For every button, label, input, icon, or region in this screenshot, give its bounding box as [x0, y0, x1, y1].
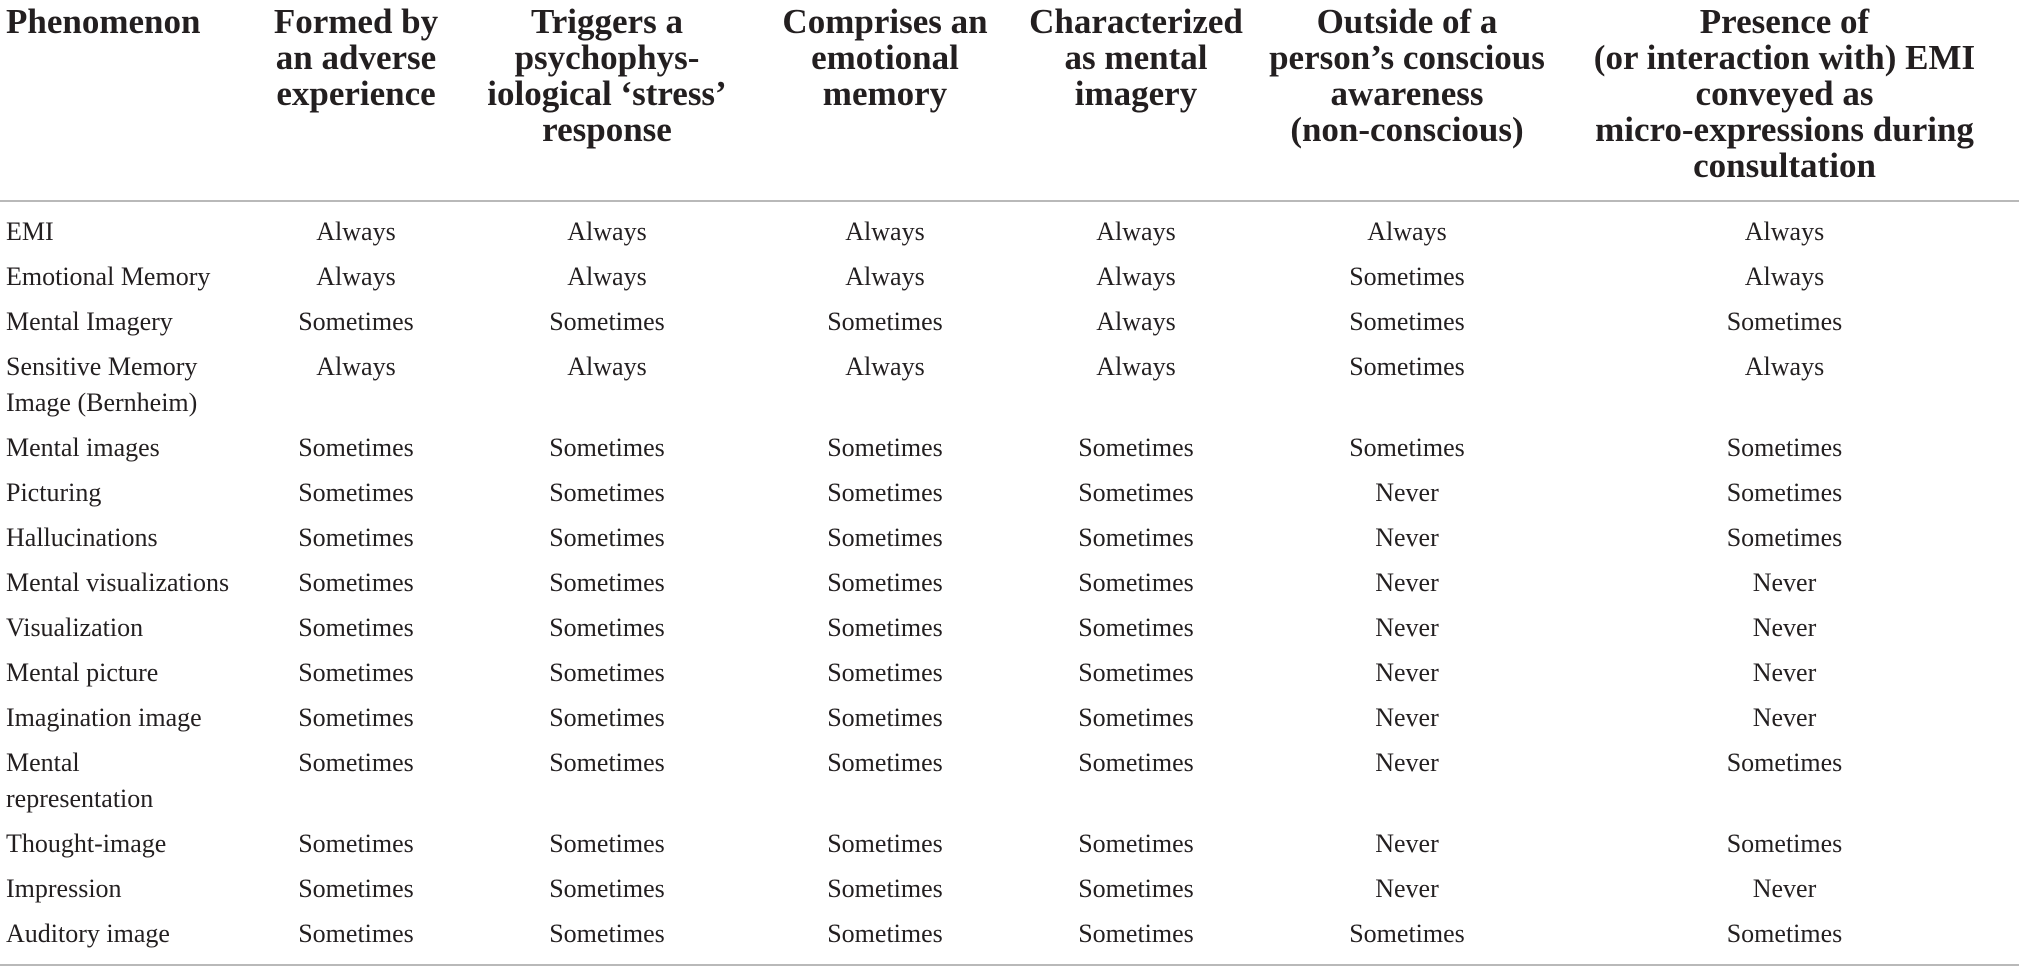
value-cell: Always: [1744, 262, 1825, 291]
phenomenon-cell: Mental visualizations: [6, 568, 230, 597]
value-cell: Always: [316, 352, 396, 381]
value-cell: Sometimes: [298, 433, 414, 462]
value-cell: Sometimes: [1349, 262, 1465, 291]
value-cell: Sometimes: [260, 916, 452, 965]
value-cell: Sometimes: [1349, 352, 1465, 381]
value-cell: Sometimes: [298, 829, 414, 858]
value-cell: Always: [845, 352, 925, 381]
value-cell: Sometimes: [549, 478, 665, 507]
phenomenon-cell: Mental representation: [6, 748, 154, 813]
value-cell: Sometimes: [298, 874, 414, 903]
value-cell: Sometimes: [1008, 916, 1264, 965]
column-header-2: Triggers a psychophys- iological ‘stress’ response: [452, 0, 762, 201]
value-cell: Sometimes: [549, 748, 665, 777]
value-cell: Sometimes: [1550, 916, 2019, 965]
table-row: [0, 201, 2019, 259]
value-cell: Sometimes: [549, 874, 665, 903]
value-cell: Sometimes: [827, 478, 943, 507]
value-cell: Sometimes: [1349, 433, 1465, 462]
table-row: [0, 655, 2019, 700]
value-cell: Sometimes: [549, 703, 665, 732]
value-cell: Sometimes: [1726, 307, 1843, 336]
value-cell: Always: [1096, 352, 1176, 381]
phenomenon-cell: Thought-image: [6, 829, 167, 858]
value-cell: Always: [316, 262, 396, 291]
value-cell: Sometimes: [827, 874, 943, 903]
value-cell: Never: [1752, 613, 1817, 642]
value-cell: Sometimes: [298, 703, 414, 732]
value-cell: Never: [1375, 478, 1439, 507]
phenomenon-cell: EMI: [6, 217, 54, 246]
table-row: [0, 610, 2019, 655]
value-cell: Always: [845, 217, 925, 246]
table-row: [0, 826, 2019, 871]
value-cell: Sometimes: [1078, 613, 1194, 642]
value-cell: Sometimes: [549, 307, 665, 336]
phenomenon-cell: Impression: [6, 874, 122, 903]
value-cell: Sometimes: [549, 829, 665, 858]
value-cell: Sometimes: [827, 523, 943, 552]
phenomenon-cell: Mental Imagery: [6, 307, 173, 336]
value-cell: Never: [1375, 613, 1439, 642]
value-cell: Sometimes: [298, 307, 414, 336]
value-cell: Always: [1096, 262, 1176, 291]
value-cell: Sometimes: [298, 613, 414, 642]
value-cell: Never: [1375, 829, 1439, 858]
value-cell: Sometimes: [1078, 478, 1194, 507]
value-cell: Always: [845, 262, 925, 291]
value-cell: Sometimes: [1349, 307, 1465, 336]
value-cell: Sometimes: [1726, 748, 1843, 777]
table-row: [0, 259, 2019, 304]
value-cell: Sometimes: [549, 568, 665, 597]
value-cell: Never: [1375, 568, 1439, 597]
value-cell: Sometimes: [827, 307, 943, 336]
value-cell: Sometimes: [1078, 433, 1194, 462]
phenomenon-cell: Hallucinations: [6, 523, 158, 552]
value-cell: Sometimes: [452, 916, 762, 965]
value-cell: Sometimes: [762, 916, 1008, 965]
column-header-5: Outside of a person’s conscious awareness (non-conscious): [1264, 0, 1550, 201]
value-cell: Sometimes: [298, 523, 414, 552]
value-cell: Always: [316, 217, 396, 246]
value-cell: Sometimes: [549, 523, 665, 552]
value-cell: Sometimes: [1078, 523, 1194, 552]
value-cell: Sometimes: [1726, 829, 1843, 858]
value-cell: Sometimes: [1726, 478, 1843, 507]
value-cell: Never: [1375, 703, 1439, 732]
value-cell: Never: [1752, 658, 1817, 687]
value-cell: Sometimes: [1078, 703, 1194, 732]
value-cell: Sometimes: [827, 829, 943, 858]
phenomenon-cell: Sensitive Memory Image (Bernheim): [6, 352, 198, 417]
value-cell: Sometimes: [549, 433, 665, 462]
value-cell: Sometimes: [827, 433, 943, 462]
value-cell: Always: [567, 217, 647, 246]
value-cell: Sometimes: [298, 568, 414, 597]
phenomenon-cell: Emotional Memory: [6, 262, 211, 291]
phenomenon-cell: Mental picture: [6, 658, 159, 687]
table-row: [0, 565, 2019, 610]
column-header-3: Comprises an emotional memory: [762, 0, 1008, 201]
table-body: [0, 201, 2019, 965]
value-cell: Always: [567, 352, 647, 381]
value-cell: Never: [1375, 748, 1439, 777]
phenomenon-cell: Picturing: [6, 478, 102, 507]
value-cell: Sometimes: [1726, 433, 1843, 462]
value-cell: Never: [1375, 874, 1439, 903]
table-row: [0, 916, 2019, 965]
value-cell: Always: [567, 262, 647, 291]
value-cell: Sometimes: [827, 613, 943, 642]
table-row: [0, 871, 2019, 916]
value-cell: Always: [1367, 217, 1447, 246]
phenomenon-cell: Imagination image: [6, 703, 202, 732]
table-row: [0, 349, 2019, 430]
column-header-1: Formed by an adverse experience: [260, 0, 452, 201]
value-cell: Sometimes: [827, 703, 943, 732]
value-cell: Sometimes: [298, 748, 414, 777]
table-row: [0, 475, 2019, 520]
value-cell: Never: [1752, 568, 1817, 597]
value-cell: Sometimes: [827, 658, 943, 687]
value-cell: Sometimes: [1078, 874, 1194, 903]
column-header-4: Characterized as mental imagery: [1008, 0, 1264, 201]
value-cell: Never: [1375, 658, 1439, 687]
value-cell: Always: [1096, 307, 1176, 336]
value-cell: Sometimes: [1078, 568, 1194, 597]
table-row: [0, 700, 2019, 745]
value-cell: Never: [1752, 874, 1817, 903]
value-cell: Sometimes: [1264, 916, 1550, 965]
value-cell: Never: [1375, 523, 1439, 552]
value-cell: Always: [1744, 217, 1825, 246]
value-cell: Sometimes: [298, 478, 414, 507]
table-row: [0, 430, 2019, 475]
table-row: [0, 745, 2019, 826]
phenomenon-cell: Auditory image: [0, 916, 260, 965]
value-cell: Never: [1752, 703, 1817, 732]
column-header-6: Presence of (or interaction with) EMI conveyed as micro-expressions during consultation: [1550, 0, 2019, 201]
value-cell: Sometimes: [298, 658, 414, 687]
value-cell: Sometimes: [1078, 748, 1194, 777]
value-cell: Sometimes: [1078, 658, 1194, 687]
value-cell: Sometimes: [549, 613, 665, 642]
value-cell: Sometimes: [827, 748, 943, 777]
table-row: [0, 304, 2019, 349]
value-cell: Sometimes: [1078, 829, 1194, 858]
value-cell: Always: [1096, 217, 1176, 246]
value-cell: Always: [1744, 352, 1825, 381]
phenomenon-cell: Mental images: [6, 433, 160, 462]
header-row: [0, 0, 2019, 201]
value-cell: Sometimes: [1726, 523, 1843, 552]
table-row: [0, 520, 2019, 565]
value-cell: Sometimes: [827, 568, 943, 597]
phenomenon-cell: Visualization: [6, 613, 144, 642]
value-cell: Sometimes: [549, 658, 665, 687]
column-header-0: Phenomenon: [0, 0, 260, 201]
table-header: [0, 0, 2019, 201]
